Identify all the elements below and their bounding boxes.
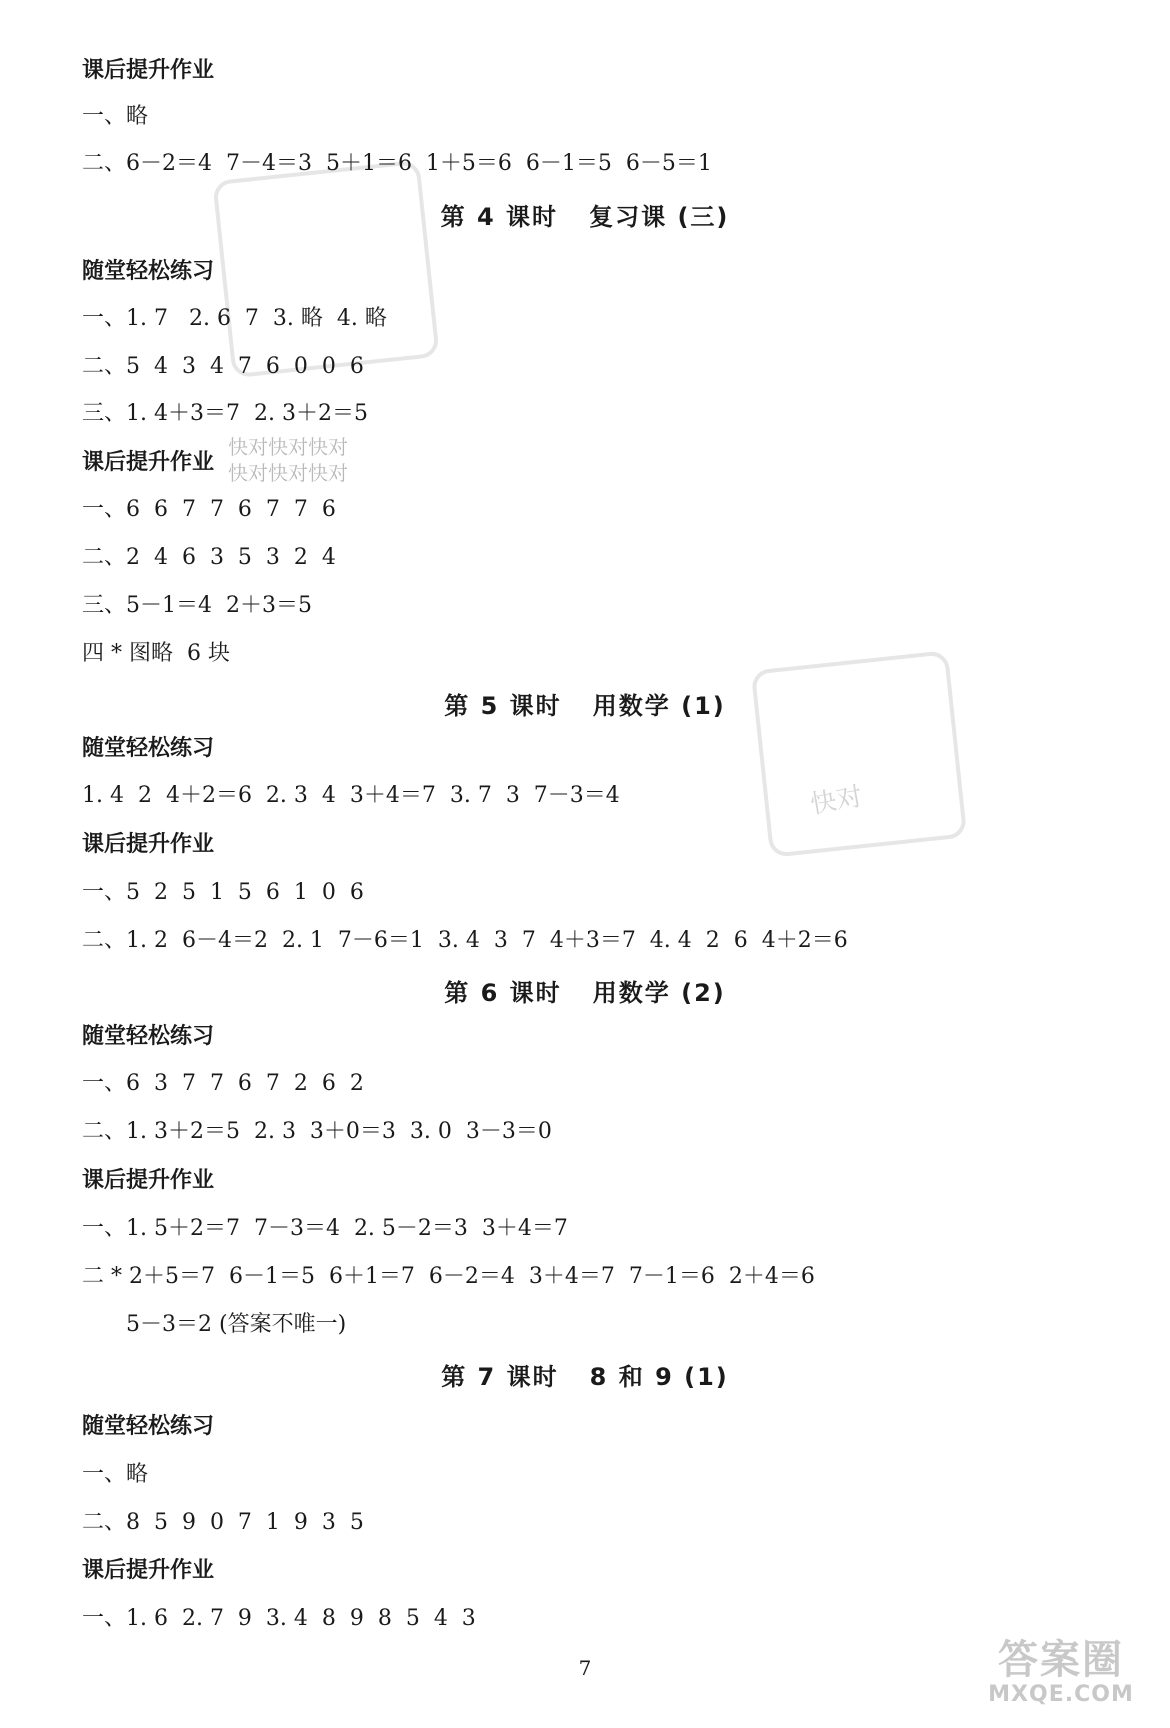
- section-heading: 课后提升作业: [82, 1168, 215, 1193]
- site-logo: [966, 1638, 1156, 1718]
- lesson-title: 第 7 课时 8 和 9 (1): [441, 1363, 729, 1391]
- answer-line: 三、1. 4＋3＝7 2. 3＋2＝5: [82, 401, 368, 426]
- site-logo-title: 答案圈: [998, 1637, 1124, 1683]
- answer-line: 一、6 3 7 7 6 7 2 6 2: [82, 1071, 364, 1096]
- answer-line: 5－3＝2 (答案不唯一): [126, 1312, 347, 1337]
- section-heading: 随堂轻松练习: [82, 259, 215, 284]
- answer-line: 一、略: [82, 104, 149, 129]
- answer-line: 二、6－2＝4 7－4＝3 5＋1＝6 1＋5＝6 6－1＝5 6－5＝1: [82, 151, 712, 176]
- answer-line: 二 * 2＋5＝7 6－1＝5 6＋1＝7 6－2＝4 3＋4＝7 7－1＝6 2＋4＝6: [82, 1264, 815, 1289]
- section-heading: 课后提升作业: [82, 450, 215, 475]
- answer-line: 一、5 2 5 1 5 6 1 0 6: [82, 880, 364, 905]
- watermark-stamp-text: 快对: [808, 781, 865, 821]
- answer-line: 二、1. 2 6－4＝2 2. 1 7－6＝1 3. 4 3 7 4＋3＝7 4. 4 2 6 4＋2＝6: [82, 928, 848, 953]
- watermark-line-1: 快对快对快对: [228, 435, 348, 459]
- lesson-title: 第 4 课时 复习课 (三): [440, 203, 730, 231]
- lesson-title: 第 5 课时 用数学 (1): [444, 692, 726, 720]
- watermark-line-2: 快对快对快对: [228, 461, 348, 485]
- section-heading: 课后提升作业: [82, 58, 215, 83]
- answer-line: 一、6 6 7 7 6 7 7 6: [82, 497, 336, 522]
- page-number: 7: [578, 1656, 592, 1680]
- answer-line: 三、5－1＝4 2＋3＝5: [82, 593, 312, 618]
- lesson-title: 第 6 课时 用数学 (2): [444, 979, 726, 1007]
- answer-line: 二、5 4 3 4 7 6 0 0 6: [82, 354, 364, 379]
- section-heading: 随堂轻松练习: [82, 1024, 215, 1049]
- answer-line: 一、略: [82, 1462, 149, 1487]
- section-heading: 课后提升作业: [82, 832, 215, 857]
- section-heading: 课后提升作业: [82, 1558, 215, 1583]
- section-heading: 随堂轻松练习: [82, 736, 215, 761]
- answer-line: 一、1. 5＋2＝7 7－3＝4 2. 5－2＝3 3＋4＝7: [82, 1216, 568, 1241]
- answer-line: 一、1. 7 2. 6 7 3. 略 4. 略: [82, 306, 387, 331]
- section-heading: 随堂轻松练习: [82, 1414, 215, 1439]
- site-logo-url: MXQE.COM: [988, 1682, 1134, 1707]
- answer-line: 一、1. 6 2. 7 9 3. 4 8 9 8 5 4 3: [82, 1606, 476, 1631]
- watermark-stamp-box-2: [751, 650, 968, 858]
- answer-line: 二、8 5 9 0 7 1 9 3 5: [82, 1510, 364, 1535]
- watermark-stamp-box-1: [212, 160, 440, 379]
- answer-line: 二、2 4 6 3 5 3 2 4: [82, 545, 336, 570]
- answer-line: 1. 4 2 4＋2＝6 2. 3 4 3＋4＝7 3. 7 3 7－3＝4: [82, 783, 620, 808]
- answer-line: 二、1. 3＋2＝5 2. 3 3＋0＝3 3. 0 3－3＝0: [82, 1119, 552, 1144]
- answer-line: 四 * 图略 6 块: [82, 641, 230, 666]
